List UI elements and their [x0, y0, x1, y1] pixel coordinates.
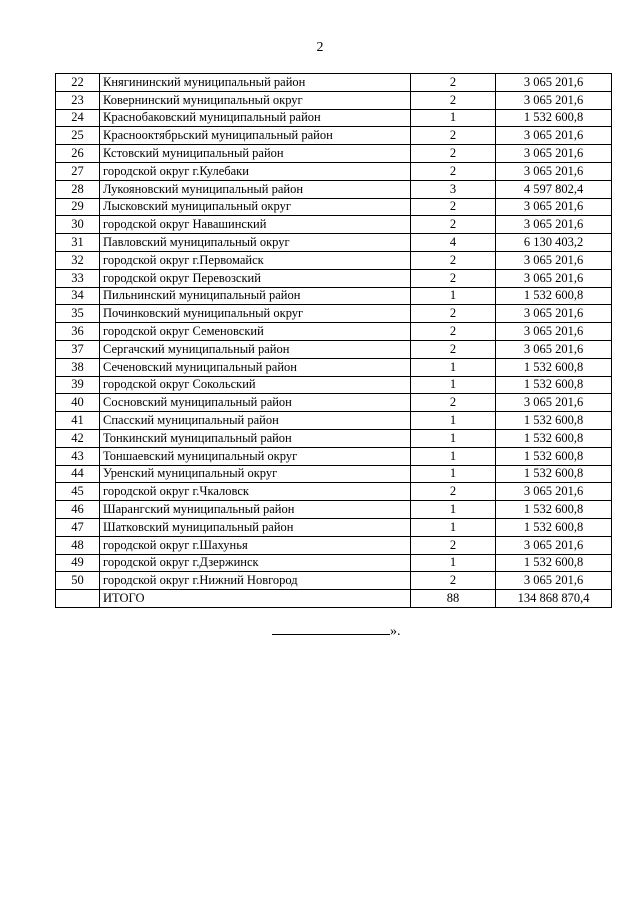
table-row [56, 162, 612, 180]
table-row [56, 269, 612, 287]
row-number: 35 [56, 305, 100, 323]
row-number: 32 [56, 251, 100, 269]
table-row [56, 394, 612, 412]
closing-quote: ». [390, 624, 401, 639]
amount-cell: 1 532 600,8 [496, 447, 612, 465]
amount-cell: 1 532 600,8 [496, 501, 612, 519]
table-row [56, 323, 612, 341]
municipality-name: Сосновский муниципальный район [100, 394, 411, 412]
table-row [56, 145, 612, 163]
municipality-name: Уренский муниципальный округ [100, 465, 411, 483]
municipality-name: Ковернинский муниципальный округ [100, 91, 411, 109]
row-number: 31 [56, 234, 100, 252]
municipality-name: Краснобаковский муниципальный район [100, 109, 411, 127]
row-number: 40 [56, 394, 100, 412]
amount-cell: 3 065 201,6 [496, 145, 612, 163]
municipality-name: Тонкинский муниципальный район [100, 429, 411, 447]
amount-cell: 3 065 201,6 [496, 162, 612, 180]
municipality-name: Лукояновский муниципальный район [100, 180, 411, 198]
total-row [56, 590, 612, 608]
quantity-cell: 1 [411, 376, 496, 394]
quantity-cell: 2 [411, 127, 496, 145]
table-row [56, 376, 612, 394]
table-body [56, 74, 612, 608]
municipality-name: Спасский муниципальный район [100, 412, 411, 430]
municipality-name: Шатковский муниципальный район [100, 518, 411, 536]
table-row [56, 91, 612, 109]
row-number: 28 [56, 180, 100, 198]
municipality-name: городской округ г.Нижний Новгород [100, 572, 411, 590]
row-number: 38 [56, 358, 100, 376]
row-number: 49 [56, 554, 100, 572]
municipality-name: городской округ Семеновский [100, 323, 411, 341]
quantity-cell: 2 [411, 198, 496, 216]
quantity-cell: 1 [411, 465, 496, 483]
quantity-cell: 2 [411, 536, 496, 554]
quantity-cell: 2 [411, 305, 496, 323]
amount-cell: 3 065 201,6 [496, 323, 612, 341]
municipality-name: городской округ г.Шахунья [100, 536, 411, 554]
row-number: 26 [56, 145, 100, 163]
municipality-name: Павловский муниципальный округ [100, 234, 411, 252]
signature-underline [272, 622, 390, 635]
quantity-cell: 1 [411, 109, 496, 127]
row-number: 50 [56, 572, 100, 590]
row-number: 24 [56, 109, 100, 127]
table-row [56, 518, 612, 536]
amount-cell: 3 065 201,6 [496, 198, 612, 216]
amount-cell: 1 532 600,8 [496, 109, 612, 127]
table-row [56, 447, 612, 465]
row-number: 39 [56, 376, 100, 394]
row-number: 25 [56, 127, 100, 145]
row-number: 29 [56, 198, 100, 216]
quantity-cell: 2 [411, 91, 496, 109]
total-quantity: 88 [411, 590, 496, 608]
table-row [56, 251, 612, 269]
table-row [56, 554, 612, 572]
amount-cell: 3 065 201,6 [496, 394, 612, 412]
amount-cell: 1 532 600,8 [496, 376, 612, 394]
amount-cell: 3 065 201,6 [496, 216, 612, 234]
quantity-cell: 1 [411, 429, 496, 447]
quantity-cell: 2 [411, 251, 496, 269]
quantity-cell: 1 [411, 554, 496, 572]
amount-cell: 1 532 600,8 [496, 358, 612, 376]
municipality-name: Сергачский муниципальный район [100, 340, 411, 358]
table-row [56, 501, 612, 519]
amount-cell: 3 065 201,6 [496, 340, 612, 358]
municipality-name: Починковский муниципальный округ [100, 305, 411, 323]
amount-cell: 4 597 802,4 [496, 180, 612, 198]
amount-cell: 3 065 201,6 [496, 251, 612, 269]
row-number: 44 [56, 465, 100, 483]
table-row [56, 127, 612, 145]
amount-cell: 3 065 201,6 [496, 91, 612, 109]
row-number: 34 [56, 287, 100, 305]
row-number: 36 [56, 323, 100, 341]
amount-cell: 1 532 600,8 [496, 412, 612, 430]
row-number: 43 [56, 447, 100, 465]
municipality-name: Шарангский муниципальный район [100, 501, 411, 519]
closing-line [272, 622, 401, 640]
table-row [56, 536, 612, 554]
amount-cell: 1 532 600,8 [496, 429, 612, 447]
quantity-cell: 2 [411, 340, 496, 358]
municipality-name: городской округ г.Первомайск [100, 251, 411, 269]
amount-cell: 1 532 600,8 [496, 465, 612, 483]
row-number: 30 [56, 216, 100, 234]
quantity-cell: 4 [411, 234, 496, 252]
quantity-cell: 2 [411, 74, 496, 92]
municipality-name: Пильнинский муниципальный район [100, 287, 411, 305]
row-number: 41 [56, 412, 100, 430]
table-row [56, 340, 612, 358]
municipality-name: городской округ Навашинский [100, 216, 411, 234]
municipality-name: городской округ г.Дзержинск [100, 554, 411, 572]
amount-cell: 3 065 201,6 [496, 127, 612, 145]
row-number: 47 [56, 518, 100, 536]
table-row [56, 180, 612, 198]
quantity-cell: 2 [411, 162, 496, 180]
amount-cell: 1 532 600,8 [496, 518, 612, 536]
amount-cell: 1 532 600,8 [496, 287, 612, 305]
quantity-cell: 1 [411, 358, 496, 376]
table-row [56, 412, 612, 430]
quantity-cell: 1 [411, 447, 496, 465]
quantity-cell: 2 [411, 394, 496, 412]
amount-cell: 1 532 600,8 [496, 554, 612, 572]
amount-cell: 3 065 201,6 [496, 536, 612, 554]
row-number: 22 [56, 74, 100, 92]
amount-cell: 3 065 201,6 [496, 572, 612, 590]
municipality-name: городской округ г.Кулебаки [100, 162, 411, 180]
municipality-name: Кстовский муниципальный район [100, 145, 411, 163]
table-row [56, 305, 612, 323]
table-row [56, 429, 612, 447]
amount-cell: 3 065 201,6 [496, 305, 612, 323]
quantity-cell: 1 [411, 518, 496, 536]
quantity-cell: 1 [411, 287, 496, 305]
table-row [56, 198, 612, 216]
municipality-name: Сеченовский муниципальный район [100, 358, 411, 376]
municipality-name: городской округ Перевозский [100, 269, 411, 287]
table-row [56, 572, 612, 590]
quantity-cell: 3 [411, 180, 496, 198]
amount-cell: 6 130 403,2 [496, 234, 612, 252]
quantity-cell: 2 [411, 323, 496, 341]
table-row [56, 216, 612, 234]
total-label: ИТОГО [100, 590, 411, 608]
table-row [56, 109, 612, 127]
row-number: 46 [56, 501, 100, 519]
table-row [56, 465, 612, 483]
row-number: 27 [56, 162, 100, 180]
quantity-cell: 2 [411, 145, 496, 163]
total-amount: 134 868 870,4 [496, 590, 612, 608]
row-number: 42 [56, 429, 100, 447]
quantity-cell: 2 [411, 269, 496, 287]
quantity-cell: 2 [411, 572, 496, 590]
municipality-name: городской округ г.Чкаловск [100, 483, 411, 501]
table-row [56, 287, 612, 305]
quantity-cell: 1 [411, 412, 496, 430]
total-number-cell [56, 590, 100, 608]
row-number: 33 [56, 269, 100, 287]
table-row [56, 483, 612, 501]
row-number: 37 [56, 340, 100, 358]
municipality-name: Лысковский муниципальный округ [100, 198, 411, 216]
row-number: 48 [56, 536, 100, 554]
municipality-name: Княгининский муниципальный район [100, 74, 411, 92]
row-number: 45 [56, 483, 100, 501]
quantity-cell: 2 [411, 216, 496, 234]
allocation-table [55, 73, 612, 608]
municipality-name: Тоншаевский муниципальный округ [100, 447, 411, 465]
quantity-cell: 1 [411, 501, 496, 519]
amount-cell: 3 065 201,6 [496, 74, 612, 92]
table-row [56, 234, 612, 252]
table-row [56, 74, 612, 92]
municipality-name: Краснооктябрьский муниципальный район [100, 127, 411, 145]
municipality-name: городской округ Сокольский [100, 376, 411, 394]
page-number: 2 [316, 40, 324, 55]
amount-cell: 3 065 201,6 [496, 483, 612, 501]
amount-cell: 3 065 201,6 [496, 269, 612, 287]
quantity-cell: 2 [411, 483, 496, 501]
row-number: 23 [56, 91, 100, 109]
table-row [56, 358, 612, 376]
